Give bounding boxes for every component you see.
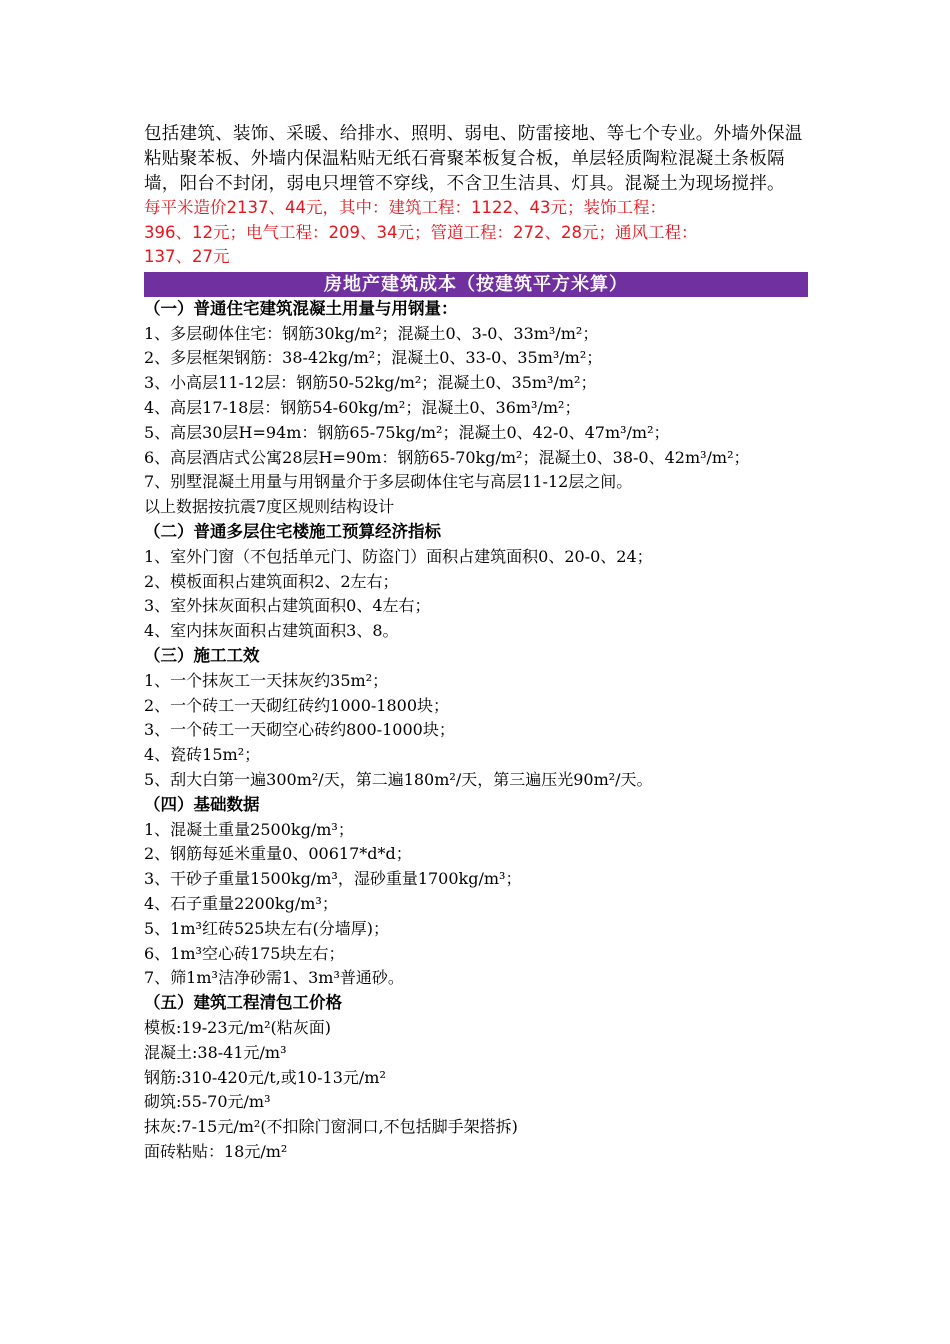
list-item: 1、混凝土重量2500kg/m³； xyxy=(144,819,354,839)
list-item: 5、高层30层H=94m：钢筋65-75kg/m²；混凝土0、42-0、47m³/m²； xyxy=(144,422,670,442)
section-title: （一）普通住宅建筑混凝土用量与用钢量： xyxy=(144,298,458,318)
list-item: 4、高层17-18层：钢筋54-60kg/m²；混凝土0、36m³/m²； xyxy=(144,398,581,418)
section-budget-indicators xyxy=(144,520,808,644)
list-item: 4、石子重量2200kg/m³； xyxy=(144,894,338,914)
list-item: 面砖粘贴：18元/m² xyxy=(144,1141,288,1161)
list-item: 1、室外门窗（不包括单元门、防盗门）面积占建筑面积0、20-0、24； xyxy=(144,546,653,566)
list-item: 1、多层砌体住宅：钢筋30kg/m²；混凝土0、3-0、33m³/m²； xyxy=(144,323,599,343)
list-item: 5、刮大白第一遍300m²/天，第二遍180m²/天，第三遍压光90m²/天。 xyxy=(144,770,653,790)
list-item: 4、室内抹灰面积占建筑面积3、8。 xyxy=(144,621,399,641)
document-page xyxy=(144,122,808,1165)
section-work-efficiency xyxy=(144,644,808,793)
cost-line: 137、27元 xyxy=(144,247,230,267)
list-item: 1、一个抹灰工一天抹灰约35m²； xyxy=(144,670,389,690)
cost-summary xyxy=(144,196,808,270)
section-title: （五）建筑工程清包工价格 xyxy=(144,993,342,1013)
list-item: 3、一个砖工一天砌空心砖约800-1000块； xyxy=(144,720,455,740)
intro-paragraph: 包括建筑、装饰、采暖、给排水、照明、弱电、防雷接地、等七个专业。外墙外保温粘贴聚苯板、外墙内保温粘贴无纸石膏聚苯板复合板，单层轻质陶粒混凝土条板隔墙，阳台不封闭，弱电只埋管不穿线，不含卫生洁具、灯具。混凝土为现场搅拌。 xyxy=(144,124,803,194)
cost-line: 396、12元；电气工程：209、34元；管道工程：272、28元；通风工程： xyxy=(144,222,698,242)
list-item: 4、瓷砖15m²； xyxy=(144,745,261,765)
section-banner: 房地产建筑成本（按建筑平方米算） xyxy=(144,272,808,297)
list-item: 3、干砂子重量1500kg/m³，湿砂重量1700kg/m³； xyxy=(144,869,522,889)
section-title: （二）普通多层住宅楼施工预算经济指标 xyxy=(144,522,441,542)
list-item: 2、一个砖工一天砌红砖约1000-1800块； xyxy=(144,695,450,715)
list-item: 2、钢筋每延米重量0、00617*d*d； xyxy=(144,844,412,864)
list-item: 模板:19-23元/m²(粘灰面) xyxy=(144,1018,331,1037)
list-item: 砌筑:55-70元/m³ xyxy=(144,1092,271,1112)
cost-line: 每平米造价2137、44元，其中：建筑工程：1122、43元；装饰工程： xyxy=(144,198,666,218)
list-item: 7、别墅混凝土用量与用钢量介于多层砌体住宅与高层11-12层之间。 xyxy=(144,472,633,492)
list-item: 7、筛1m³洁净砂需1、3m³普通砂。 xyxy=(144,968,404,988)
list-item: 3、室外抹灰面积占建筑面积0、4左右； xyxy=(144,596,431,616)
list-item: 混凝土:38-41元/m³ xyxy=(144,1042,287,1062)
list-item: 2、模板面积占建筑面积2、2左右； xyxy=(144,571,399,591)
list-item: 3、小高层11-12层：钢筋50-52kg/m²；混凝土0、35m³/m²； xyxy=(144,373,597,393)
list-item: 2、多层框架钢筋：38-42kg/m²；混凝土0、33-0、35m³/m²； xyxy=(144,348,603,368)
section-concrete-steel xyxy=(144,297,808,520)
section-basic-data xyxy=(144,793,808,991)
note-text: 以上数据按抗震7度区规则结构设计 xyxy=(144,497,395,517)
list-item: 5、1m³红砖525块左右(分墙厚)； xyxy=(144,918,389,938)
section-title: （四）基础数据 xyxy=(144,794,260,814)
list-item: 抹灰:7-15元/m²(不扣除门窗洞口,不包括脚手架搭拆) xyxy=(144,1117,518,1137)
list-item: 6、1m³空心砖175块左右； xyxy=(144,943,345,963)
list-item: 钢筋:310-420元/t,或10-13元/m² xyxy=(144,1067,386,1087)
list-item: 6、高层酒店式公寓28层H=90m：钢筋65-70kg/m²；混凝土0、38-0、42m³/m²； xyxy=(144,447,750,467)
section-title: （三）施工工效 xyxy=(144,646,260,666)
section-labor-prices xyxy=(144,991,808,1165)
